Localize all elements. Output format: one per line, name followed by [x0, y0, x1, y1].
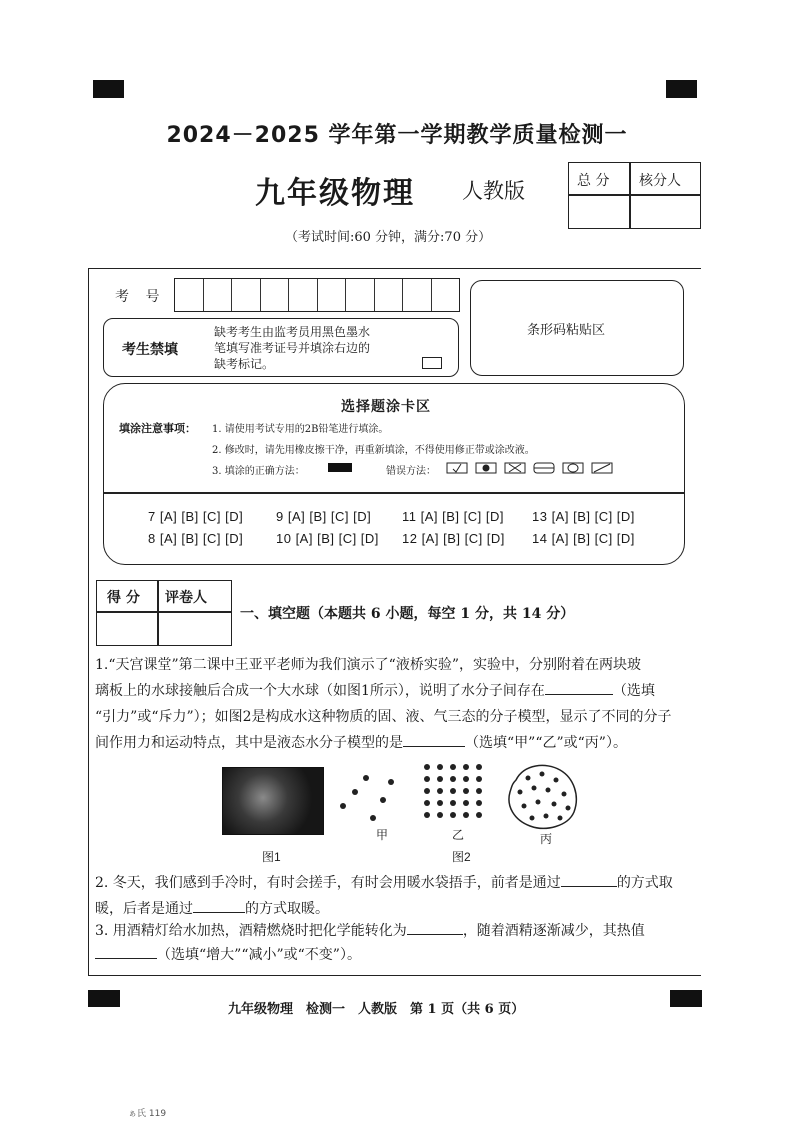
forbidden-text-line2: 笔填写准考证号并填涂右边的: [214, 341, 371, 355]
section-grader-label: 评卷人: [165, 590, 207, 606]
solid-molecule: [476, 800, 482, 806]
liquid-molecules: [518, 772, 571, 821]
question-1-line4-text: 间作用力和运动特点，其中是液态水分子模型的是: [95, 735, 403, 751]
wrong-sample-slash: [592, 463, 612, 473]
gas-molecule: [380, 797, 386, 803]
solid-molecule: [437, 812, 443, 818]
solid-molecule: [424, 764, 430, 770]
section-score-table: [96, 580, 232, 646]
question-3-line2: [95, 942, 705, 968]
total-score-label: 总 分: [577, 173, 610, 189]
solid-molecule: [463, 764, 469, 770]
barcode-label: 条形码粘贴区: [527, 323, 606, 338]
figure-1-caption: 图1: [262, 850, 281, 864]
question-1-line1: 1.“天宫课堂”第二课中王亚平老师为我们演示了“液桥实验”，实验中，分别附着在两块玻: [95, 657, 641, 673]
notes-label: 填涂注意事项：: [119, 422, 196, 435]
solid-molecule: [437, 776, 443, 782]
solid-molecule: [476, 788, 482, 794]
solid-molecule: [476, 776, 482, 782]
section-score-label: 得 分: [107, 590, 140, 606]
section-title: 一、填空题（本题共 6 小题，每空 1 分，共 14 分）: [240, 606, 575, 622]
answer-blank-q2-1[interactable]: [561, 886, 617, 887]
molecule-model-solid: [424, 764, 484, 824]
page-footer: 九年级物理 检测一 人教版 第 1 页（共 6 页）: [228, 1002, 525, 1017]
solid-molecule: [476, 764, 482, 770]
subject-title: 九年级物理: [255, 176, 415, 211]
total-score-table: [568, 162, 701, 229]
gas-molecule: [340, 803, 346, 809]
question-2-line1-text: 2. 冬天，我们感到手冷时，有时会搓手，有时会用暖水袋捂手，前者是通过: [95, 875, 561, 891]
exam-info: （考试时间:60 分钟，满分:70 分）: [285, 230, 492, 245]
card-title: 选择题涂卡区: [341, 399, 431, 415]
molecule-model-liquid: [504, 760, 582, 832]
wrong-method-label: 错误方法：: [386, 466, 436, 477]
solid-molecule: [424, 776, 430, 782]
registration-mark-top-left: [93, 80, 124, 98]
forbidden-text-line3: 缺考标记。: [214, 357, 275, 371]
figure-label-yi: 乙: [452, 828, 465, 842]
solid-molecule: [450, 764, 456, 770]
answer-blank-q2-2[interactable]: [193, 912, 245, 913]
figure-label-bing: 丙: [540, 832, 553, 846]
question-2-line1-tail: 的方式取: [616, 875, 673, 891]
figure-label-jia: 甲: [376, 828, 389, 842]
question-2-line2-tail: 的方式取暖。: [245, 901, 329, 917]
solid-molecule: [450, 812, 456, 818]
choice-q13[interactable]: 13 [A] [B] [C] [D]: [532, 509, 635, 524]
solid-molecule: [424, 800, 430, 806]
absent-mark-box[interactable]: [422, 357, 442, 369]
question-3-line1: [95, 918, 705, 944]
solid-molecule: [437, 764, 443, 770]
forbidden-label: 考生禁填: [122, 342, 178, 358]
gas-molecule: [388, 779, 394, 785]
question-1-line4-tail: （选填“甲”“乙”或“丙”）。: [465, 735, 627, 751]
choice-q11[interactable]: 11 [A] [B] [C] [D]: [402, 509, 504, 524]
solid-molecule: [450, 788, 456, 794]
molecule-model-gas: [338, 775, 398, 825]
choice-q7[interactable]: 7 [A] [B] [C] [D]: [148, 509, 244, 524]
candidate-forbidden-box: [103, 318, 459, 377]
figure-2-caption: 图2: [452, 850, 471, 864]
gas-molecule: [352, 789, 358, 795]
question-3-line2-tail: （选填“增大”“减小”或“不变”）。: [157, 947, 361, 963]
choice-q10[interactable]: 10 [A] [B] [C] [D]: [276, 531, 379, 546]
registration-mark-top-right: [666, 80, 697, 98]
wrong-sample-circle: [563, 463, 583, 473]
edition-label: 人教版: [462, 179, 525, 203]
question-1-line3: “引力”或“斥力”）；如图2是构成水这种物质的固、液、气三态的分子模型，显示了不同的分子: [95, 709, 672, 725]
choice-q8[interactable]: 8 [A] [B] [C] [D]: [148, 531, 244, 546]
question-1-line2-tail: （选填: [612, 683, 655, 699]
gas-molecule: [363, 775, 369, 781]
solid-molecule: [424, 788, 430, 794]
solid-molecule: [424, 812, 430, 818]
card-divider: [104, 492, 684, 494]
answer-blank-q3-2[interactable]: [95, 958, 157, 959]
note-2: 2. 修改时，请先用橡皮擦干净，再重新填涂，不得使用修正带或涂改液。: [212, 445, 535, 456]
question-2-line2-text: 暖，后者是通过: [95, 901, 193, 917]
question-1-line2-text: 璃板上的水球接触后合成一个大水球（如图1所示），说明了水分子间存在: [95, 683, 545, 699]
choice-q9[interactable]: 9 [A] [B] [C] [D]: [276, 509, 372, 524]
choice-answer-card: [103, 383, 685, 565]
solid-molecule: [463, 800, 469, 806]
question-3-line1-tail: ，随着酒精逐渐减少，其热值: [462, 923, 645, 939]
solid-molecule: [450, 776, 456, 782]
registration-mark-bottom-left: [88, 990, 120, 1007]
answer-blank-q3-1[interactable]: [407, 934, 463, 935]
registration-mark-bottom-right: [670, 990, 702, 1007]
solid-molecule: [463, 812, 469, 818]
choice-q14[interactable]: 14 [A] [B] [C] [D]: [532, 531, 635, 546]
wrong-sample-cross: [505, 463, 525, 473]
wrong-fill-samples: [446, 461, 626, 475]
solid-molecule: [476, 812, 482, 818]
wrong-sample-dot: [476, 463, 496, 473]
barcode-area: [470, 280, 684, 376]
exam-title: 2024－2025 学年第一学期教学质量检测一: [166, 123, 628, 148]
question-3-line1-text: 3. 用酒精灯给水加热，酒精燃烧时把化学能转化为: [95, 923, 407, 939]
exam-number-label: 考 号: [115, 289, 166, 305]
choice-q12[interactable]: 12 [A] [B] [C] [D]: [402, 531, 505, 546]
forbidden-text-line1: 缺考考生由监考员用黑色墨水: [214, 325, 371, 339]
correct-fill-sample: [328, 463, 352, 472]
figure-1-photo: [222, 767, 324, 835]
question-1-line2: [95, 678, 705, 704]
scan-mark: ぁ氏 119: [128, 1109, 167, 1119]
solid-molecule: [463, 776, 469, 782]
note-3: 3. 填涂的正确方法：: [212, 466, 305, 477]
question-2-line1: [95, 870, 705, 896]
gas-molecule: [370, 815, 376, 821]
answer-blank-q1-2[interactable]: [403, 746, 465, 747]
exam-number-boxes[interactable]: [174, 278, 460, 312]
note-1: 1. 请使用考试专用的2B铅笔进行填涂。: [212, 424, 389, 435]
question-1-line4: [95, 730, 705, 756]
solid-molecule: [450, 800, 456, 806]
solid-molecule: [437, 800, 443, 806]
answer-blank-q1-1[interactable]: [545, 694, 613, 695]
score-checker-label: 核分人: [639, 173, 681, 189]
solid-molecule: [463, 788, 469, 794]
solid-molecule: [437, 788, 443, 794]
wrong-sample-check: [447, 463, 467, 473]
wrong-sample-half: [534, 463, 554, 473]
